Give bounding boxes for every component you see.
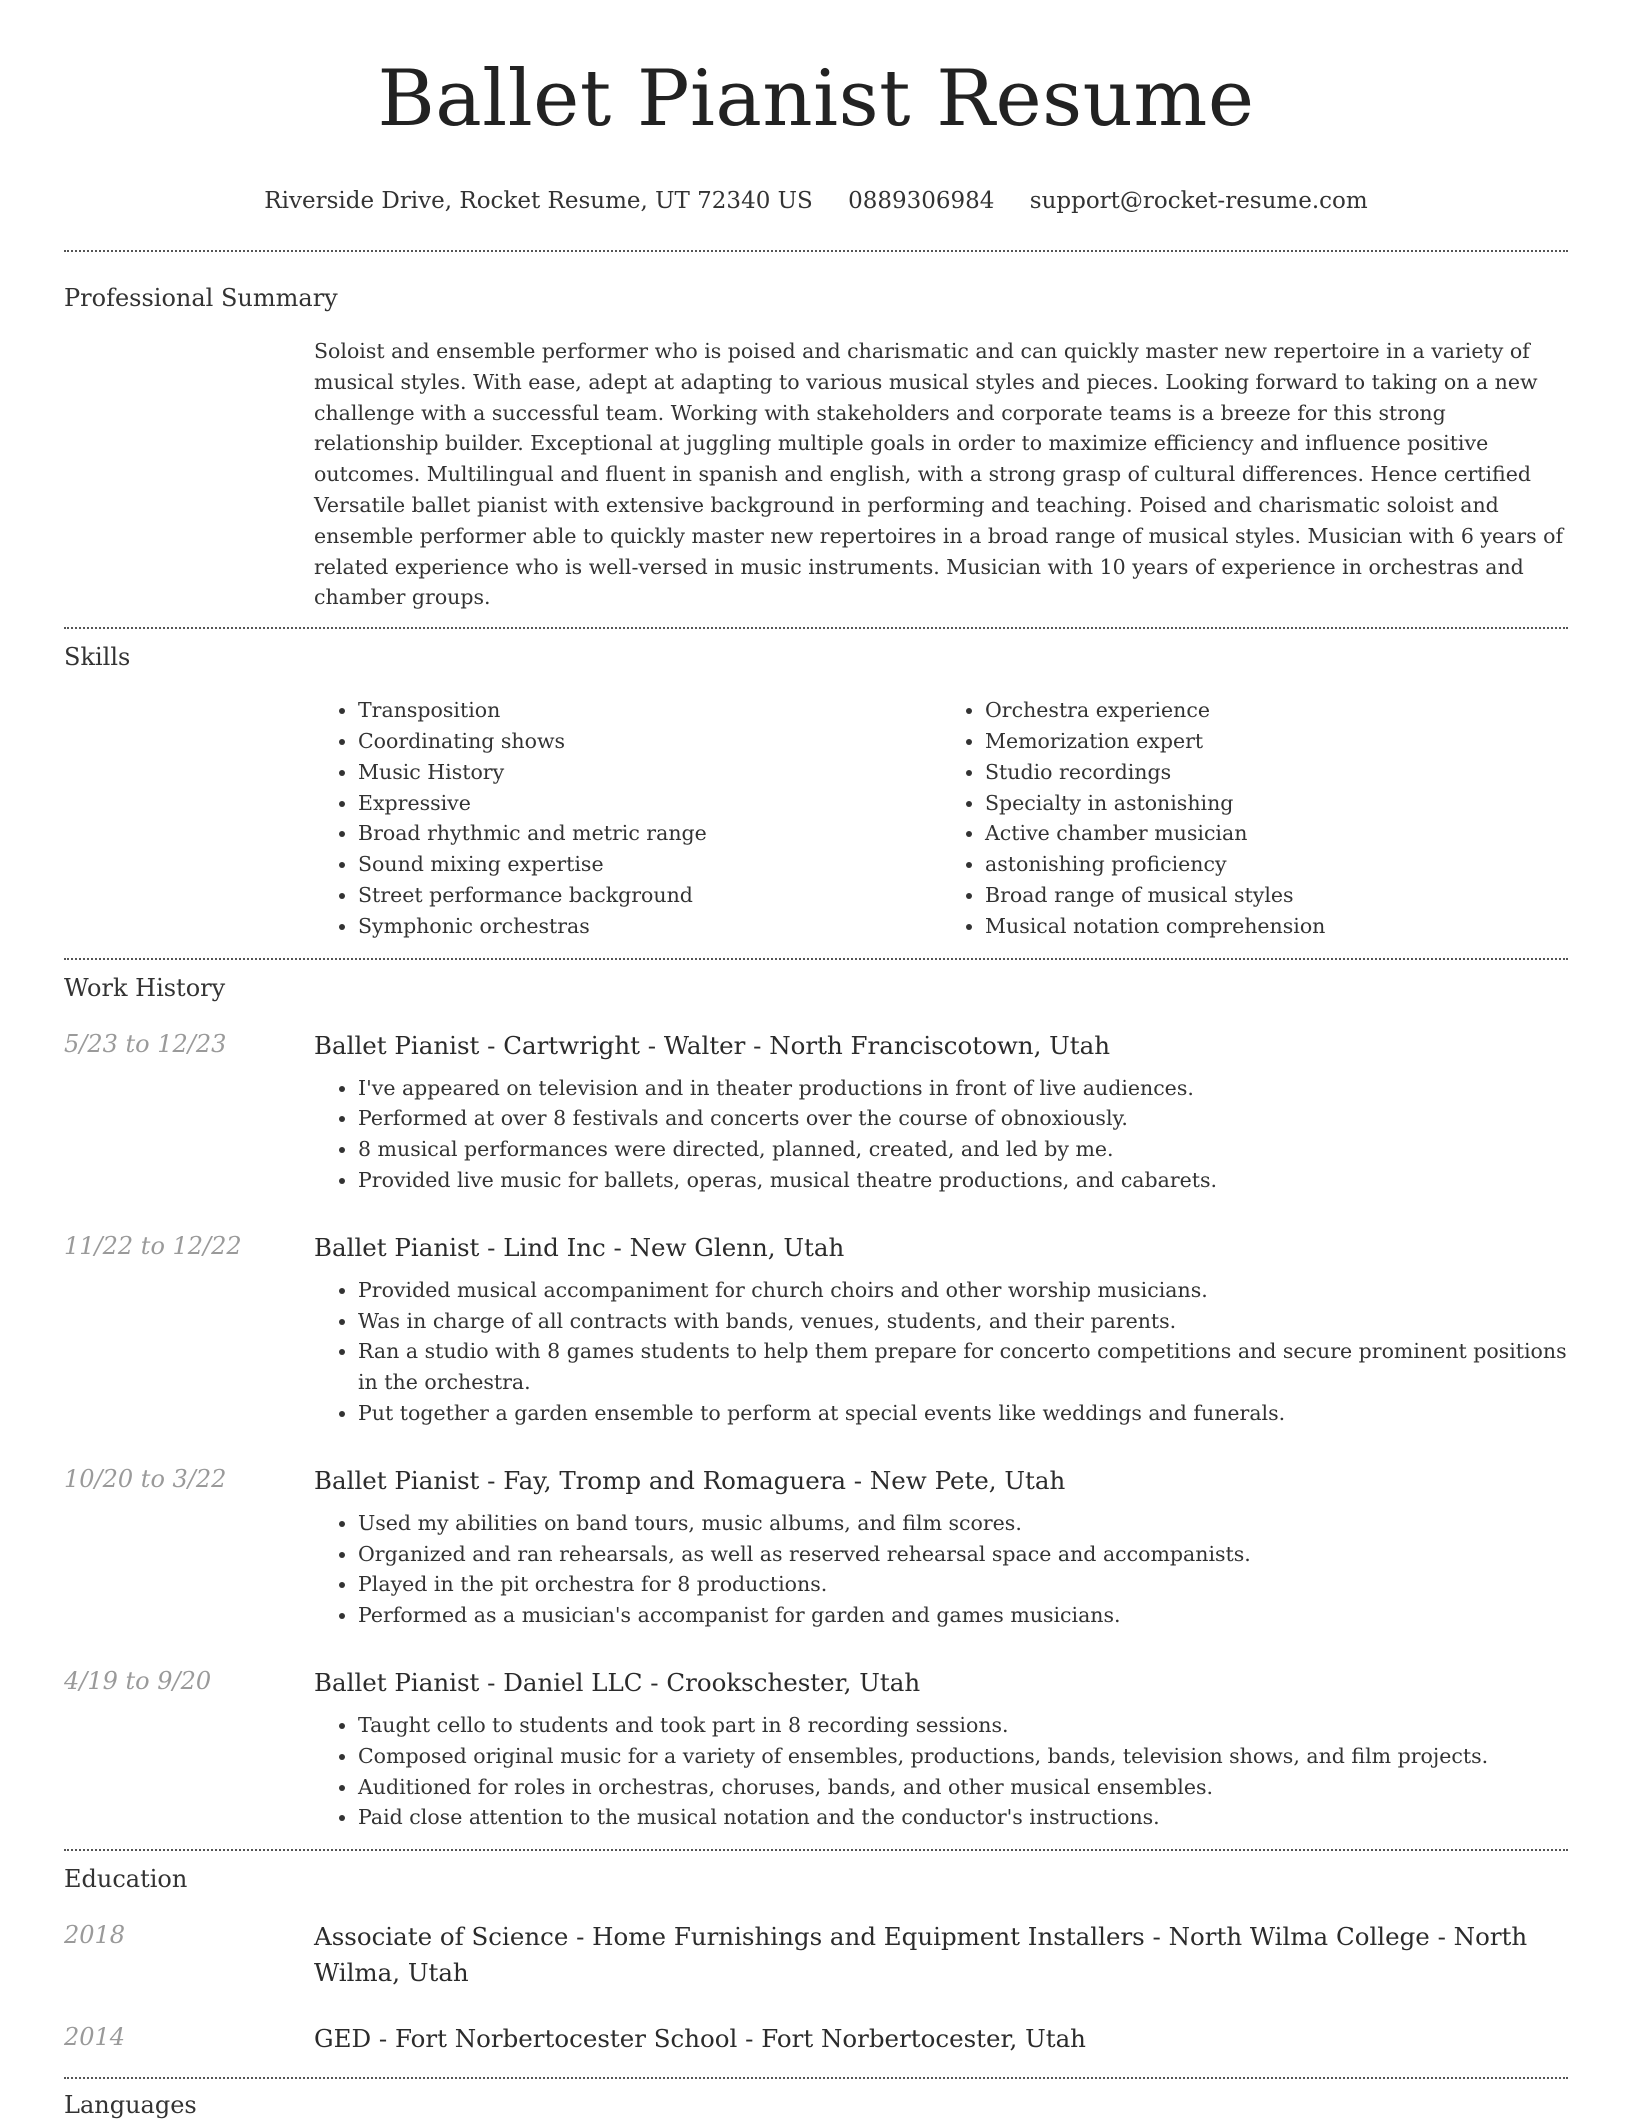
contact-email: support@rocket-resume.com: [1029, 188, 1368, 214]
education-entry: [64, 1919, 1568, 1991]
job-bullet: • Composed original music for a variety of ensembles, productions, bands, television shows, and film projects.: [358, 1741, 1568, 1772]
job-bullet: • Was in charge of all contracts with bands, venues, students, and their parents.: [358, 1306, 1568, 1337]
job-bullet: • Provided musical accompaniment for church choirs and other worship musicians.: [358, 1275, 1568, 1306]
skill-item: • Sound mixing expertise: [358, 849, 941, 880]
skills-heading: Skills: [64, 643, 131, 672]
divider: [64, 627, 1568, 629]
skills-list-right: [941, 695, 1568, 941]
summary-text: Soloist and ensemble performer who is poised and charismatic and can quickly master new repertoire in a variety of musical styles. With ease, adept at adapting to various musical styles and pieces. Looking forward to taking on a new challenge with a successful team. Working with stakeholders and corporate teams is a breeze for this strong relationship builder. Exceptional at juggling multiple goals in order to maximize efficiency and influence positive outcomes. Multilingual and fluent in spanish and english, with a strong grasp of cultural differences. Hence certified Versatile ballet pianist with extensive background in performing and teaching. Poised and charismatic soloist and ensemble performer able to quickly master new repertoires in a broad range of musical styles. Musician with 6 years of related experience who is well-versed in music instruments. Musician with 10 years of experience in orchestras and chamber groups.: [314, 339, 1564, 610]
summary-heading: Professional Summary: [64, 284, 338, 312]
job-bullet: • Performed as a musician's accompanist for garden and games musicians.: [358, 1600, 1568, 1631]
education-date: 2014: [64, 2023, 126, 2052]
skill-item: • Studio recordings: [985, 757, 1568, 788]
job-date: 5/23 to 12/23: [64, 1029, 227, 1058]
job-title: Ballet Pianist - Cartwright - Walter - North Franciscotown, Utah: [314, 1030, 1111, 1060]
job-bullet: • Used my abilities on band tours, music albums, and film scores.: [358, 1508, 1568, 1539]
page-title: Ballet Pianist Resume: [377, 54, 1255, 144]
summary-section: [64, 282, 1568, 613]
divider: [64, 1849, 1568, 1851]
job-bullet: • Played in the pit orchestra for 8 productions.: [358, 1569, 1568, 1600]
job-bullet: • Ran a studio with 8 games students to help them prepare for concerto competitions and secure prominent positions in the orchestra.: [358, 1336, 1568, 1398]
job-entry: [64, 1665, 1568, 1833]
skill-item: • Street performance background: [358, 880, 941, 911]
job-entry: [64, 1230, 1568, 1429]
skill-item: • Transposition: [358, 695, 941, 726]
skill-item: • Symphonic orchestras: [358, 911, 941, 942]
job-bullet: • Taught cello to students and took part in 8 recording sessions.: [358, 1710, 1568, 1741]
divider: [64, 2077, 1568, 2079]
job-bullet: • Provided live music for ballets, operas, musical theatre productions, and cabarets.: [358, 1165, 1568, 1196]
skill-item: • Coordinating shows: [358, 726, 941, 757]
skill-item: • Music History: [358, 757, 941, 788]
education-title: GED - Fort Norbertocester School - Fort Norbertocester, Utah: [314, 2024, 1086, 2054]
job-bullet: • Auditioned for roles in orchestras, choruses, bands, and other musical ensembles.: [358, 1772, 1568, 1803]
education-heading: Education: [64, 1865, 188, 1894]
contact-phone: 0889306984: [848, 188, 995, 214]
job-bullet: • Performed at over 8 festivals and concerts over the course of obnoxiously.: [358, 1103, 1568, 1134]
job-entry: [64, 1028, 1568, 1196]
contact-line: [64, 186, 1568, 216]
job-bullet: • Organized and ran rehearsals, as well as reserved rehearsal space and accompanists.: [358, 1539, 1568, 1570]
skill-item: • Musical notation comprehension: [985, 911, 1568, 942]
job-title: Ballet Pianist - Fay, Tromp and Romaguera - New Pete, Utah: [314, 1465, 1066, 1495]
job-bullet: • 8 musical performances were directed, planned, created, and led by me.: [358, 1134, 1568, 1165]
skill-item: • Orchestra experience: [985, 695, 1568, 726]
education-date: 2018: [64, 1921, 126, 1950]
skills-list-left: [314, 695, 941, 941]
job-date: 10/20 to 3/22: [64, 1464, 227, 1493]
job-entry: [64, 1463, 1568, 1631]
skill-item: • Specialty in astonishing: [985, 788, 1568, 819]
education-title: Associate of Science - Home Furnishings and Equipment Installers - North Wilma College - North Wilma, Utah: [314, 1922, 1528, 1988]
work-history-section: [64, 972, 1568, 1834]
job-date: 11/22 to 12/22: [64, 1231, 242, 1260]
job-bullet: • I've appeared on television and in theater productions in front of live audiences.: [358, 1073, 1568, 1104]
job-bullet: • Paid close attention to the musical notation and the conductor's instructions.: [358, 1802, 1568, 1833]
job-bullets: [314, 1508, 1568, 1631]
job-title: Ballet Pianist - Lind Inc - New Glenn, Utah: [314, 1232, 845, 1262]
skills-section: [64, 641, 1568, 941]
job-bullets: [314, 1073, 1568, 1196]
skill-item: • Active chamber musician: [985, 818, 1568, 849]
languages-heading: Languages: [64, 2091, 197, 2120]
work-history-heading: Work History: [64, 973, 226, 1002]
contact-address: Riverside Drive, Rocket Resume, UT 72340 US: [264, 188, 813, 214]
job-date: 4/19 to 9/20: [64, 1666, 212, 1695]
divider: [64, 958, 1568, 960]
skill-item: • Expressive: [358, 788, 941, 819]
job-bullets: [314, 1275, 1568, 1429]
skill-item: • Broad range of musical styles: [985, 880, 1568, 911]
divider: [64, 250, 1568, 252]
education-entry: [64, 2021, 1568, 2057]
skill-item: • Broad rhythmic and metric range: [358, 818, 941, 849]
skill-item: • Memorization expert: [985, 726, 1568, 757]
education-section: [64, 1863, 1568, 2057]
skill-item: • astonishing proficiency: [985, 849, 1568, 880]
languages-section: [64, 2089, 1568, 2121]
job-bullets: [314, 1710, 1568, 1833]
job-bullet: • Put together a garden ensemble to perform at special events like weddings and funerals.: [358, 1398, 1568, 1429]
job-title: Ballet Pianist - Daniel LLC - Crookschester, Utah: [314, 1667, 921, 1697]
